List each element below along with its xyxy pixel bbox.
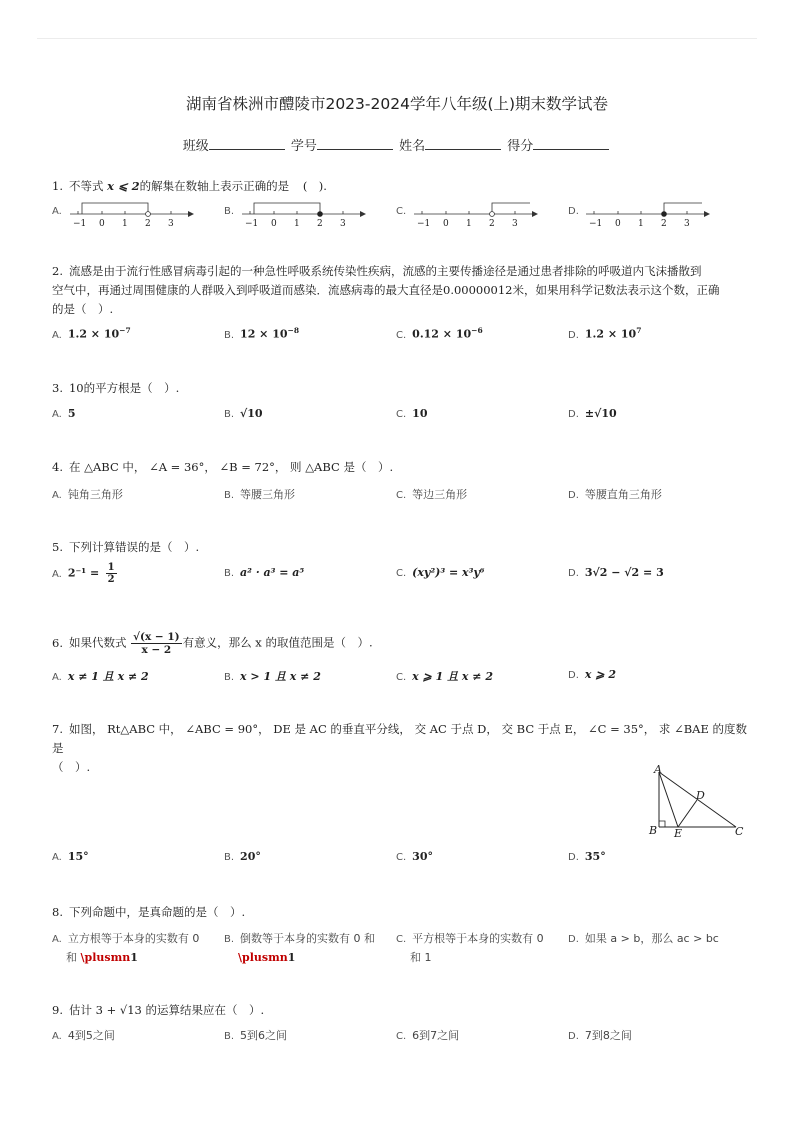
option-b[interactable] — [224, 668, 392, 684]
option-label: A. — [52, 1031, 62, 1042]
tick-label: 3 — [684, 219, 690, 229]
question-1 — [52, 177, 742, 196]
option-value: 立方根等于本身的实数有 0 — [67, 932, 200, 945]
tick-label: 2 — [489, 219, 495, 229]
tick-label: 2 — [317, 219, 323, 229]
option-label: A. — [52, 568, 62, 580]
option-label: C. — [396, 409, 407, 420]
tick-label: −1 — [73, 219, 87, 229]
option-value: √10 — [240, 407, 263, 420]
fraction-numerator: 1 — [107, 562, 115, 573]
option-value: x ⩾ 1 且 x ≠ 2 — [412, 670, 494, 683]
option-label: C. — [396, 206, 407, 217]
option-value: 等边三角形 — [412, 488, 468, 501]
option-label: A. — [52, 206, 62, 217]
option-value: 1.2 × 10 — [584, 327, 637, 341]
option-label: A. — [52, 852, 62, 863]
option-exponent: −6 — [471, 326, 483, 335]
name-label: 姓名 — [399, 139, 426, 154]
tick-label: 3 — [168, 219, 174, 229]
option-c[interactable] — [396, 326, 564, 341]
option-value: 倒数等于本身的实数有 0 和 — [240, 932, 376, 945]
question-number: 4. — [52, 460, 63, 474]
question-text: 有意义，那么 x 的取值范围是（ ）. — [182, 635, 373, 650]
tick-label: 1 — [466, 219, 472, 229]
question-text-line-2: （ ）. — [52, 760, 91, 774]
option-c[interactable] — [396, 668, 564, 684]
option-value: 30° — [412, 850, 433, 863]
question-2 — [52, 262, 752, 319]
option-label: C. — [396, 672, 407, 683]
option-b[interactable] — [224, 407, 392, 420]
tick-label: −1 — [245, 219, 259, 229]
option-label: B. — [224, 329, 235, 341]
fraction — [131, 631, 182, 656]
option-a[interactable] — [52, 326, 220, 341]
option-value: 7到8之间 — [584, 1029, 632, 1042]
option-value: 3√2 − √2 = 3 — [584, 566, 664, 579]
question-number: 9. — [52, 1003, 63, 1017]
math-expression: x ⩽ 2 — [107, 179, 140, 193]
option-value: a² · a³ = a⁵ — [240, 566, 305, 579]
id-label: 学号 — [290, 139, 317, 154]
option-label: B. — [224, 490, 235, 501]
tick-label: 0 — [443, 219, 449, 229]
option-value: (xy²)³ = x³y⁶ — [412, 566, 485, 579]
question-text: 不等式 — [68, 179, 104, 193]
page-title: 湖南省株洲市醴陵市2023-2024学年八年级(上)期末数学试卷 — [185, 95, 609, 113]
option-value: 1 — [287, 951, 296, 964]
option-label: C. — [396, 490, 407, 501]
option-d[interactable] — [568, 566, 736, 579]
option-d[interactable] — [568, 850, 736, 863]
score-label: 得分 — [507, 139, 534, 154]
option-value: 20° — [240, 850, 261, 863]
option-label: A. — [52, 409, 62, 420]
question-3 — [52, 379, 742, 398]
option-c[interactable] — [396, 930, 564, 967]
fraction-numerator: √(x − 1) — [133, 631, 180, 643]
option-c[interactable] — [396, 486, 564, 502]
option-label: D. — [568, 568, 579, 579]
option-value: 2⁻¹ = — [67, 566, 100, 580]
option-label: D. — [568, 409, 579, 420]
question-text-line-1: 流感是由于流行性感冒病毒引起的一种急性呼吸系统传染性疾病，流感的主要传播途径是通过患者排除的呼吸道内飞沫播散到 — [68, 264, 702, 278]
question-text: 10的平方根是（ ）. — [68, 381, 180, 395]
option-label: D. — [568, 490, 579, 501]
student-info-line — [0, 135, 794, 154]
tick-label: 3 — [512, 219, 518, 229]
option-value: 35° — [584, 850, 606, 863]
option-value: 等腰直角三角形 — [584, 488, 662, 501]
unrendered-macro: \plusmn — [80, 951, 131, 964]
score-blank[interactable] — [533, 137, 609, 150]
option-label: B. — [224, 568, 235, 579]
question-text: 如果代数式 — [68, 635, 127, 650]
vertex-label-d: D — [696, 789, 705, 802]
question-text: 估计 3 + √13 的运算结果应在（ ）. — [68, 1003, 265, 1017]
question-text-line-3: 的是（ ）. — [52, 302, 114, 316]
question-number: 6. — [52, 635, 63, 650]
tick-label: 0 — [271, 219, 277, 229]
question-number: 2. — [52, 264, 63, 278]
option-a[interactable] — [52, 850, 220, 863]
option-value: 0.12 × 10 — [412, 327, 472, 341]
option-label: A. — [52, 672, 62, 683]
option-label: B. — [224, 934, 235, 945]
option-value: ±√10 — [584, 407, 617, 420]
question-paren: ( ). — [302, 179, 327, 193]
triangle-figure — [640, 760, 752, 840]
option-d[interactable] — [568, 326, 736, 341]
question-number: 7. — [52, 722, 63, 736]
option-c[interactable] — [396, 850, 564, 863]
option-value: x > 1 且 x ≠ 2 — [240, 670, 321, 683]
tick-label: 2 — [661, 219, 667, 229]
vertex-label-a: A — [654, 763, 662, 776]
tick-label: 1 — [638, 219, 644, 229]
vertex-label-b: B — [649, 824, 658, 837]
option-a[interactable] — [52, 668, 220, 684]
option-label: C. — [396, 934, 407, 945]
option-label: B. — [224, 206, 235, 217]
header-rule — [37, 38, 757, 39]
option-label: C. — [396, 329, 407, 341]
option-label: B. — [224, 672, 235, 683]
tick-label: 2 — [145, 219, 151, 229]
option-value: 等腰三角形 — [240, 488, 296, 501]
question-text-line-2: 空气中，再通过周围健康的人群吸入到呼吸道而感染．流感病毒的最大直径是0.00000012米，如果用科学记数法表示这个数，正确 — [52, 283, 720, 297]
fraction — [106, 562, 117, 585]
class-label: 班级 — [182, 139, 209, 154]
option-label: B. — [224, 1031, 235, 1042]
option-value: x ≠ 1 且 x ≠ 2 — [67, 670, 149, 683]
question-number: 1. — [52, 179, 63, 193]
option-label: B. — [224, 409, 235, 420]
option-value: 15° — [67, 850, 89, 863]
option-label: A. — [52, 329, 62, 341]
option-value: 12 × 10 — [240, 327, 288, 341]
question-8 — [52, 903, 742, 922]
option-c[interactable] — [396, 1027, 564, 1043]
option-value: x ⩾ 2 — [584, 668, 616, 681]
option-c[interactable] — [396, 407, 564, 420]
option-exponent: 7 — [636, 326, 642, 335]
option-exponent: −8 — [287, 326, 300, 335]
option-b[interactable] — [224, 486, 392, 502]
option-label: C. — [396, 1031, 407, 1042]
option-a[interactable] — [52, 562, 220, 585]
option-a[interactable] — [52, 1027, 220, 1043]
option-value: 和 1 — [410, 951, 432, 964]
option-label: D. — [568, 670, 579, 681]
tick-label: 0 — [615, 219, 621, 229]
vertex-label-e: E — [674, 827, 683, 840]
option-label: B. — [224, 852, 235, 863]
option-d[interactable] — [568, 486, 736, 502]
option-value: 1 — [130, 951, 138, 964]
option-label: D. — [568, 206, 579, 217]
tick-label: −1 — [417, 219, 431, 229]
name-blank[interactable] — [425, 137, 501, 150]
question-5 — [52, 538, 742, 557]
option-label: D. — [568, 852, 579, 863]
option-a[interactable] — [52, 486, 220, 502]
question-6 — [52, 631, 742, 656]
option-d[interactable] — [568, 1027, 736, 1043]
question-text: 下列命题中，是真命题的是（ ）. — [68, 905, 246, 919]
vertex-label-c: C — [735, 825, 744, 838]
option-c[interactable] — [396, 566, 564, 579]
question-text: 下列计算错误的是（ ）. — [68, 540, 200, 554]
option-d[interactable] — [568, 930, 736, 949]
option-b[interactable] — [224, 326, 392, 341]
option-b[interactable] — [224, 930, 392, 967]
option-d[interactable] — [568, 407, 736, 420]
question-4 — [52, 458, 742, 477]
option-label: D. — [568, 934, 579, 945]
option-value: 1.2 × 10 — [67, 327, 120, 341]
tick-label: −1 — [589, 219, 603, 229]
option-value: 5到6之间 — [240, 1029, 288, 1042]
option-label: A. — [52, 934, 62, 945]
option-value: 如果 a > b，那么 ac > bc — [584, 932, 719, 945]
fraction-denominator: x − 2 — [141, 644, 172, 656]
tick-label: 0 — [99, 219, 105, 229]
question-text: 在 △ABC 中， ∠A = 36°， ∠B = 72°， 则 △ABC 是（ ）. — [68, 460, 394, 474]
option-value: 平方根等于本身的实数有 0 — [412, 932, 544, 945]
id-blank[interactable] — [317, 137, 393, 150]
option-label: D. — [568, 329, 579, 341]
option-b[interactable] — [224, 1027, 392, 1043]
question-number: 5. — [52, 540, 63, 554]
option-a[interactable] — [52, 930, 220, 967]
class-blank[interactable] — [209, 137, 285, 150]
option-label: D. — [568, 1031, 579, 1042]
option-value: 10 — [412, 407, 428, 420]
option-label: C. — [396, 568, 407, 579]
option-value: 6到7之间 — [412, 1029, 460, 1042]
option-a[interactable] — [52, 407, 220, 420]
option-d[interactable] — [568, 668, 736, 681]
question-text: 的解集在数轴上表示正确的是 — [139, 179, 290, 193]
option-value: 4到5之间 — [67, 1029, 115, 1042]
option-b[interactable] — [224, 566, 392, 579]
option-label: A. — [52, 490, 62, 501]
question-text-line-1: 如图， Rt△ABC 中， ∠ABC = 90°， DE 是 AC 的垂直平分线， 交 AC 于点 D， 交 BC 于点 E， ∠C = 35°， 求 ∠BAE 的度数是 — [52, 722, 748, 755]
option-label: C. — [396, 852, 407, 863]
tick-label: 1 — [122, 219, 128, 229]
option-b[interactable] — [224, 850, 392, 863]
fraction-denominator: 2 — [107, 574, 115, 585]
tick-label: 1 — [294, 219, 300, 229]
option-value: 5 — [67, 407, 76, 420]
tick-label: 3 — [340, 219, 346, 229]
option-exponent: −7 — [119, 326, 131, 335]
option-value: 钝角三角形 — [67, 488, 123, 501]
option-value: 和 — [66, 951, 81, 964]
question-number: 3. — [52, 381, 63, 395]
question-9 — [52, 1001, 742, 1020]
question-number: 8. — [52, 905, 63, 919]
unrendered-macro: \plusmn — [238, 951, 288, 964]
